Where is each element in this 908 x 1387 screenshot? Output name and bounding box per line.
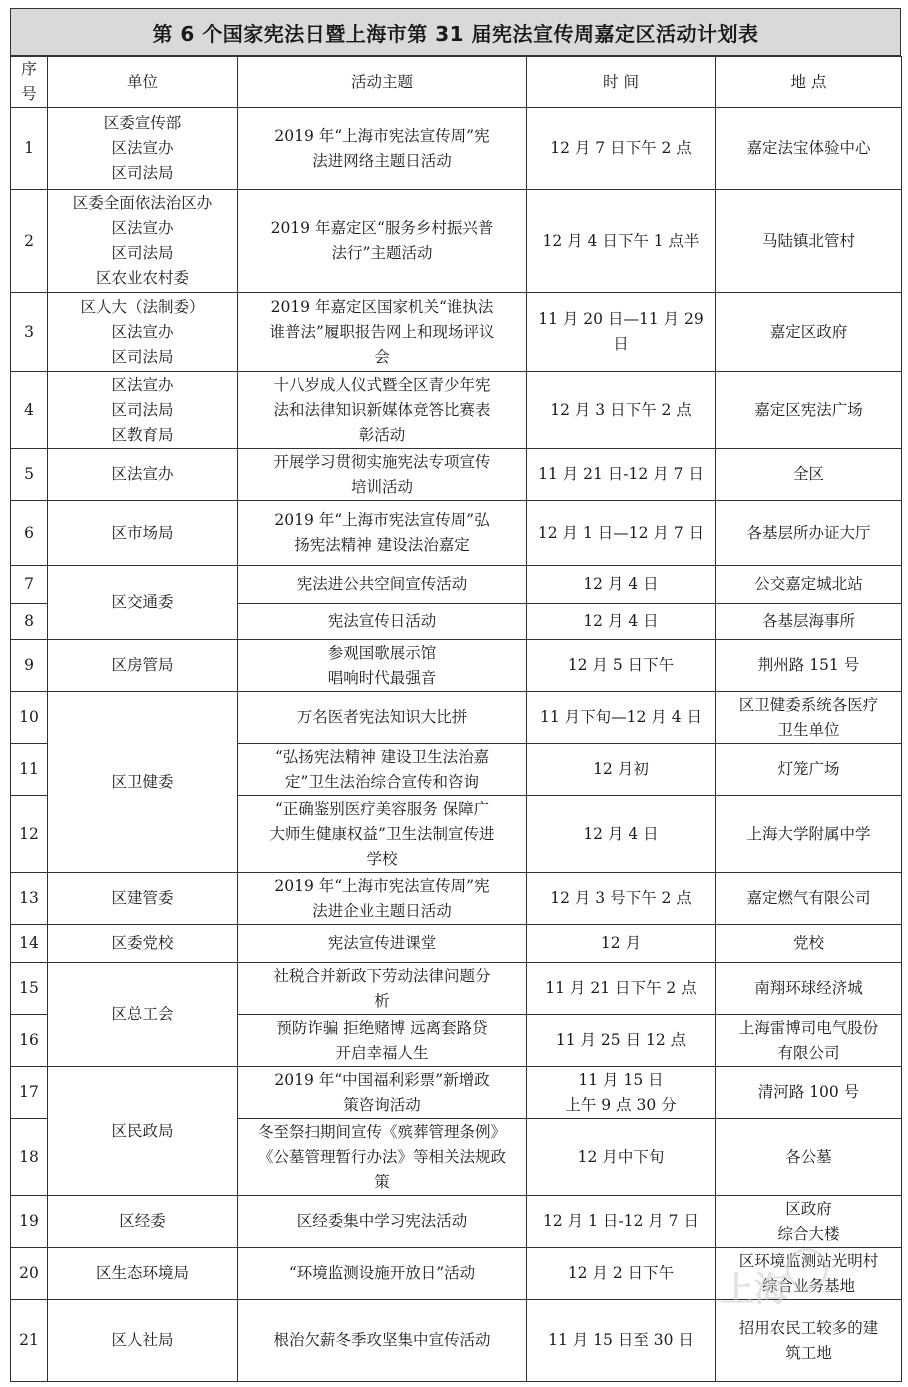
time-cell: 12 月 1 日—12 月 7 日 [527, 501, 716, 566]
watermark: 上海 [720, 1270, 788, 1310]
time-cell: 12 月初 [527, 744, 716, 796]
unit-cell: 区总工会 [48, 963, 238, 1067]
unit-cell: 区房管局 [48, 640, 238, 692]
table-row [11, 293, 902, 372]
place-cell: 清河路 100 号 [716, 1067, 902, 1119]
time-cell: 12 月 1 日-12 月 7 日 [527, 1196, 716, 1248]
table-row [11, 449, 902, 501]
table-row [11, 501, 902, 566]
table-row [11, 925, 902, 963]
place-cell: 各公墓 [716, 1119, 902, 1196]
row-number: 4 [11, 372, 48, 449]
place-cell: 全区 [716, 449, 902, 501]
row-number: 19 [11, 1196, 48, 1248]
theme-cell: “正确鉴别医疗美容服务 保障广 大师生健康权益”卫生法制宣传进 学校 [238, 796, 527, 873]
header-place: 地 点 [716, 57, 902, 108]
time-cell: 11 月 21 日-12 月 7 日 [527, 449, 716, 501]
time-cell: 11 月下旬—12 月 4 日 [527, 692, 716, 744]
place-cell: 上海雷博司电气股份 有限公司 [716, 1015, 902, 1067]
activity-table [10, 56, 902, 1382]
document-title: 第 6 个国家宪法日暨上海市第 31 届宪法宣传周嘉定区活动计划表 [10, 8, 901, 56]
theme-cell: 开展学习贯彻实施宪法专项宣传 培训活动 [238, 449, 527, 501]
row-number: 20 [11, 1248, 48, 1300]
place-cell: 各基层所办证大厅 [716, 501, 902, 566]
time-cell: 12 月 4 日 [527, 604, 716, 640]
time-cell: 12 月 4 日下午 1 点半 [527, 190, 716, 293]
place-cell: 党校 [716, 925, 902, 963]
row-number: 2 [11, 190, 48, 293]
row-number: 9 [11, 640, 48, 692]
theme-cell: 2019 年“中国福利彩票”新增政 策咨询活动 [238, 1067, 527, 1119]
place-cell: 嘉定区宪法广场 [716, 372, 902, 449]
row-number: 12 [11, 796, 48, 873]
place-cell: 招用农民工较多的建 筑工地 [716, 1300, 902, 1382]
place-cell: 马陆镇北管村 [716, 190, 902, 293]
unit-cell: 区生态环境局 [48, 1248, 238, 1300]
table-row [11, 566, 902, 604]
theme-cell: 2019 年嘉定区国家机关“谁执法 谁普法”履职报告网上和现场评议 会 [238, 293, 527, 372]
place-cell: 荆州路 151 号 [716, 640, 902, 692]
row-number: 1 [11, 108, 48, 190]
place-cell: 公交嘉定城北站 [716, 566, 902, 604]
unit-cell: 区交通委 [48, 566, 238, 640]
time-cell: 12 月 2 日下午 [527, 1248, 716, 1300]
theme-cell: 冬至祭扫期间宣传《殡葬管理条例》 《公墓管理暂行办法》等相关法规政 策 [238, 1119, 527, 1196]
unit-cell: 区委全面依法治区办 区法宣办 区司法局 区农业农村委 [48, 190, 238, 293]
time-cell: 11 月 15 日至 30 日 [527, 1300, 716, 1382]
place-cell: 嘉定燃气有限公司 [716, 873, 902, 925]
unit-cell: 区建管委 [48, 873, 238, 925]
unit-cell: 区民政局 [48, 1067, 238, 1196]
table-row [11, 1248, 902, 1300]
unit-cell: 区市场局 [48, 501, 238, 566]
theme-cell: 2019 年“上海市宪法宣传周”宪 法进企业主题日活动 [238, 873, 527, 925]
row-number: 18 [11, 1119, 48, 1196]
theme-cell: 2019 年“上海市宪法宣传周”宪 法进网络主题日活动 [238, 108, 527, 190]
time-cell: 12 月 [527, 925, 716, 963]
plan-document [10, 8, 901, 1382]
row-number: 15 [11, 963, 48, 1015]
table-row [11, 692, 902, 744]
theme-cell: 十八岁成人仪式暨全区青少年宪 法和法律知识新媒体竞答比赛表 彰活动 [238, 372, 527, 449]
time-cell: 12 月 3 日下午 2 点 [527, 372, 716, 449]
place-cell: 区环境监测站光明村 综合业务基地 [716, 1248, 902, 1300]
theme-cell: 区经委集中学习宪法活动 [238, 1196, 527, 1248]
time-cell: 12 月 3 号下午 2 点 [527, 873, 716, 925]
header-row [11, 57, 902, 108]
row-number: 11 [11, 744, 48, 796]
row-number: 16 [11, 1015, 48, 1067]
table-row [11, 1196, 902, 1248]
theme-cell: 根治欠薪冬季攻坚集中宣传活动 [238, 1300, 527, 1382]
theme-cell: 万名医者宪法知识大比拼 [238, 692, 527, 744]
unit-cell: 区卫健委 [48, 692, 238, 873]
time-cell: 12 月中下旬 [527, 1119, 716, 1196]
time-cell: 11 月 15 日 上午 9 点 30 分 [527, 1067, 716, 1119]
place-cell: 嘉定区政府 [716, 293, 902, 372]
time-cell: 11 月 25 日 12 点 [527, 1015, 716, 1067]
theme-cell: 宪法进公共空间宣传活动 [238, 566, 527, 604]
time-cell: 11 月 21 日下午 2 点 [527, 963, 716, 1015]
table-row [11, 1067, 902, 1119]
row-number: 8 [11, 604, 48, 640]
time-cell: 12 月 4 日 [527, 796, 716, 873]
table-row [11, 190, 902, 293]
place-cell: 区政府 综合大楼 [716, 1196, 902, 1248]
unit-cell: 区法宣办 [48, 449, 238, 501]
row-number: 7 [11, 566, 48, 604]
header-no: 序 号 [11, 57, 48, 108]
theme-cell: “弘扬宪法精神 建设卫生法治嘉 定”卫生法治综合宣传和咨询 [238, 744, 527, 796]
place-cell: 灯笼广场 [716, 744, 902, 796]
row-number: 10 [11, 692, 48, 744]
theme-cell: 2019 年嘉定区“服务乡村振兴普 法行”主题活动 [238, 190, 527, 293]
place-cell: 区卫健委系统各医疗 卫生单位 [716, 692, 902, 744]
header-time: 时 间 [527, 57, 716, 108]
row-number: 14 [11, 925, 48, 963]
header-unit: 单位 [48, 57, 238, 108]
row-number: 21 [11, 1300, 48, 1382]
row-number: 17 [11, 1067, 48, 1119]
place-cell: 南翔环球经济城 [716, 963, 902, 1015]
table-row [11, 640, 902, 692]
theme-cell: 参观国歌展示馆 唱响时代最强音 [238, 640, 527, 692]
theme-cell: “环境监测设施开放日”活动 [238, 1248, 527, 1300]
table-row [11, 372, 902, 449]
theme-cell: 宪法宣传进课堂 [238, 925, 527, 963]
table-row [11, 873, 902, 925]
table-row [11, 108, 902, 190]
table-row [11, 963, 902, 1015]
place-cell: 各基层海事所 [716, 604, 902, 640]
place-cell: 嘉定法宝体验中心 [716, 108, 902, 190]
row-number: 13 [11, 873, 48, 925]
unit-cell: 区委党校 [48, 925, 238, 963]
time-cell: 11 月 20 日—11 月 29 日 [527, 293, 716, 372]
unit-cell: 区法宣办 区司法局 区教育局 [48, 372, 238, 449]
theme-cell: 预防诈骗 拒绝赌博 远离套路贷 开启幸福人生 [238, 1015, 527, 1067]
row-number: 6 [11, 501, 48, 566]
time-cell: 12 月 7 日下午 2 点 [527, 108, 716, 190]
table-row [11, 1300, 902, 1382]
row-number: 3 [11, 293, 48, 372]
time-cell: 12 月 4 日 [527, 566, 716, 604]
time-cell: 12 月 5 日下午 [527, 640, 716, 692]
theme-cell: 社税合并新政下劳动法律问题分 析 [238, 963, 527, 1015]
unit-cell: 区经委 [48, 1196, 238, 1248]
row-number: 5 [11, 449, 48, 501]
header-theme: 活动主题 [238, 57, 527, 108]
unit-cell: 区人社局 [48, 1300, 238, 1382]
unit-cell: 区人大（法制委） 区法宣办 区司法局 [48, 293, 238, 372]
unit-cell: 区委宣传部 区法宣办 区司法局 [48, 108, 238, 190]
theme-cell: 宪法宣传日活动 [238, 604, 527, 640]
theme-cell: 2019 年“上海市宪法宣传周”弘 扬宪法精神 建设法治嘉定 [238, 501, 527, 566]
place-cell: 上海大学附属中学 [716, 796, 902, 873]
